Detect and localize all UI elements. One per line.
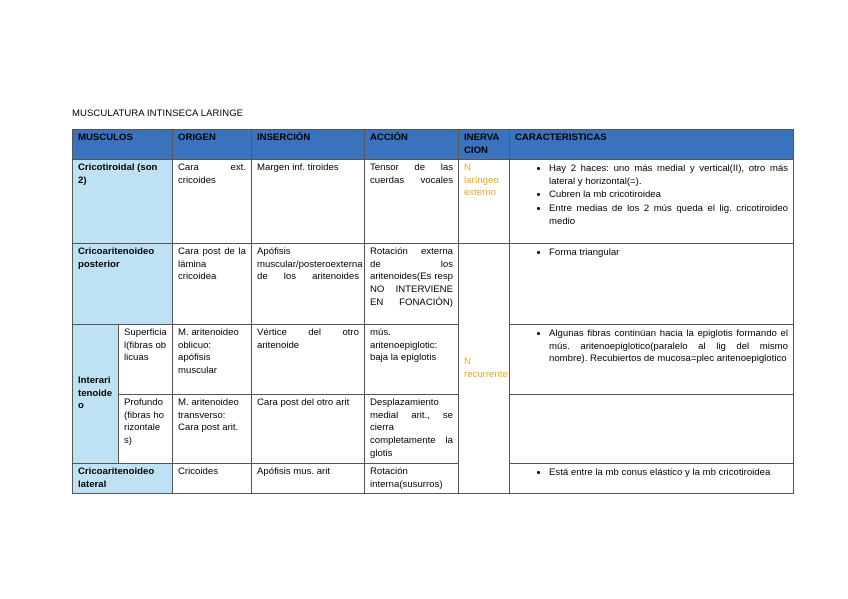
table-row	[73, 244, 794, 325]
caracteristicas-cell	[510, 395, 794, 464]
inervacion-cell: N laríngeo externo	[459, 160, 510, 244]
accion-cell: Rotación externa de los aritenoides(Es resp NO INTERVIENE EN FONACIÓN)	[365, 244, 459, 325]
origen-cell: M. aritenoideo oblicuo: apófisis muscular	[173, 325, 252, 395]
insercion-cell: Apófisis mus. arit	[252, 464, 365, 494]
origen-cell: Cara post de la lámina cricoidea	[173, 244, 252, 325]
muscle-interaritenoideo: Interaritenoideo	[73, 325, 119, 464]
accion-cell: mús. aritenoepiglotic: baja la epiglotis	[365, 325, 459, 395]
header-origen: ORIGEN	[173, 130, 252, 160]
muscle-cricoaritenoideo-lateral: Cricoaritenoideo lateral	[73, 464, 173, 494]
list-item: • Entre medias de los 2 mús queda el lig. cricotiroideo medio	[549, 202, 788, 228]
musculature-table	[72, 129, 794, 494]
caracteristicas-cell	[510, 464, 794, 494]
page-title: MUSCULATURA INTINSECA LARINGE	[72, 108, 244, 119]
list-item: • Está entre la mb conus elástico y la mb cricotiroidea	[549, 466, 788, 480]
accion-cell: Tensor de las cuerdas vocales	[365, 160, 459, 244]
table-row	[73, 464, 794, 494]
header-caracteristicas: CARACTERISTICAS	[510, 130, 794, 160]
characteristics-list	[515, 327, 788, 366]
header-musculos: MUSCULOS	[73, 130, 173, 160]
header-inervacion: INERVA CION	[459, 130, 510, 160]
origen-cell: Cara ext. cricoides	[173, 160, 252, 244]
characteristics-list	[515, 466, 788, 480]
muscle-cricotiroideal: Cricotiroidal (son 2)	[73, 160, 173, 244]
list-item: • Algunas fibras continúan hacia la epiglotis formando el mús. aritenoepiglotico(paralelo al lig del mismo nombre). Recubiertos de mucosa=plec aritenoepiglotico	[549, 327, 788, 366]
characteristics-list	[515, 162, 788, 228]
origen-cell: M. aritenoideo transverso: Cara post arit.	[173, 395, 252, 464]
insercion-cell: Cara post del otro arit	[252, 395, 365, 464]
caracteristicas-cell	[510, 244, 794, 325]
header-accion: ACCIÓN	[365, 130, 459, 160]
accion-cell: Rotación interna(susurros)	[365, 464, 459, 494]
insercion-cell: Vértice del otro aritenoide	[252, 325, 365, 395]
list-item: • Hay 2 haces: uno más medial y vertical(II), otro más lateral y horizontal(=).	[549, 162, 788, 188]
caracteristicas-cell	[510, 160, 794, 244]
characteristics-list	[515, 246, 788, 260]
muscle-cricoaritenoideo-posterior: Cricoaritenoideo posterior	[73, 244, 173, 325]
origen-cell: Cricoides	[173, 464, 252, 494]
inervacion-recurrente-cell: N recurrente	[459, 244, 510, 494]
caracteristicas-cell	[510, 325, 794, 395]
accion-cell: Desplazamiento medial arit., se cierra completamente la glotis	[365, 395, 459, 464]
sub-muscle-superficial: Superficial(fibras oblicuas	[119, 325, 173, 395]
table-row	[73, 325, 794, 395]
table-header-row	[73, 130, 794, 160]
insercion-cell: Apófisis muscular/posteroexterna de los aritenoides	[252, 244, 365, 325]
header-insercion: INSERCIÓN	[252, 130, 365, 160]
sub-muscle-profundo: Profundo(fibras horizontales)	[119, 395, 173, 464]
table-row	[73, 395, 794, 464]
table-row	[73, 160, 794, 244]
list-item: • Cubren la mb cricotiroidea	[549, 188, 788, 202]
insercion-cell: Margen inf. tiroides	[252, 160, 365, 244]
list-item: • Forma triangular	[549, 246, 788, 260]
